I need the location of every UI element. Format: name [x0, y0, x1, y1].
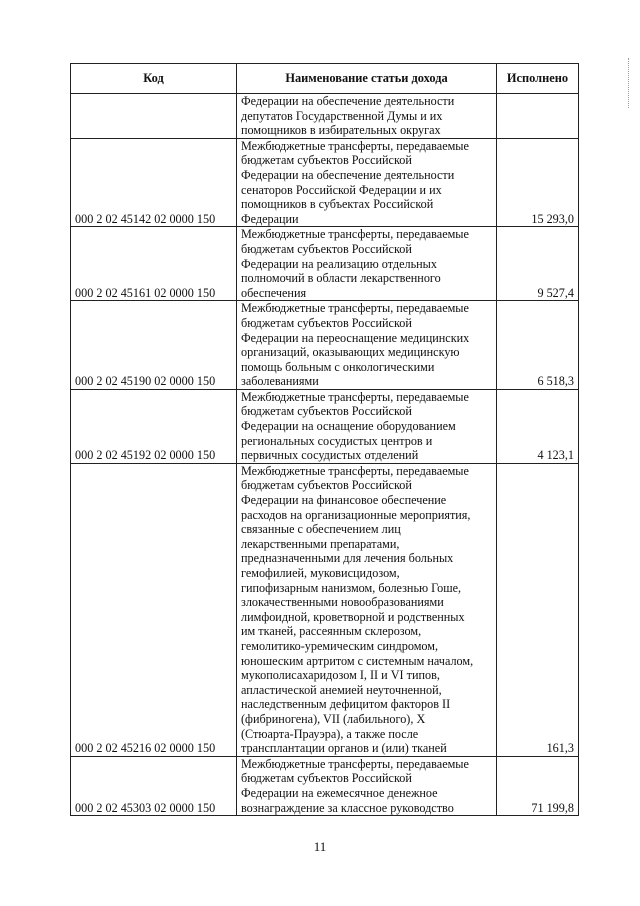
table-row [71, 94, 579, 139]
table-row [71, 463, 579, 756]
row-name: Федерации на обеспечение деятельности депутатов Государственной Думы и их помощников в избирательных округах [237, 94, 497, 139]
header-amount: Исполнено [497, 64, 579, 94]
row-name: Межбюджетные трансферты, передаваемые бюджетам субъектов Российской Федерации на обеспечение деятельности сенаторов Российской Федерации и их помощников в субъектах Российской Федерации [237, 138, 497, 227]
row-code: 000 2 02 45190 02 0000 150 [71, 301, 237, 390]
row-code: 000 2 02 45192 02 0000 150 [71, 389, 237, 463]
row-name: Межбюджетные трансферты, передаваемые бюджетам субъектов Российской Федерации на ежемесячное денежное вознаграждение за классное руководство [237, 756, 497, 815]
header-code: Код [71, 64, 237, 94]
row-amount: 71 199,8 [497, 756, 579, 815]
row-amount: 9 527,4 [497, 227, 579, 301]
revenue-table [70, 63, 579, 816]
table-row [71, 227, 579, 301]
row-amount: 6 518,3 [497, 301, 579, 390]
row-code: 000 2 02 45142 02 0000 150 [71, 138, 237, 227]
row-code: 000 2 02 45161 02 0000 150 [71, 227, 237, 301]
row-amount: 4 123,1 [497, 389, 579, 463]
row-code: 000 2 02 45303 02 0000 150 [71, 756, 237, 815]
row-name: Межбюджетные трансферты, передаваемые бюджетам субъектов Российской Федерации на переоснащение медицинских организаций, оказывающих медицинскую помощь больным с онкологическими заболеваниями [237, 301, 497, 390]
row-name: Межбюджетные трансферты, передаваемые бюджетам субъектов Российской Федерации на оснащение оборудованием региональных сосудистых центров и первичных сосудистых отделений [237, 389, 497, 463]
row-amount: 161,3 [497, 463, 579, 756]
scan-margin-mark [628, 58, 631, 108]
table-row [71, 756, 579, 815]
table-row [71, 301, 579, 390]
row-name: Межбюджетные трансферты, передаваемые бюджетам субъектов Российской Федерации на реализацию отдельных полномочий в области лекарственного обеспечения [237, 227, 497, 301]
row-code [71, 94, 237, 139]
table-header-row [71, 64, 579, 94]
table-row [71, 138, 579, 227]
row-code: 000 2 02 45216 02 0000 150 [71, 463, 237, 756]
row-name: Межбюджетные трансферты, передаваемые бюджетам субъектов Российской Федерации на финансовое обеспечение расходов на организационные мероприятия, связанные с обеспечением лиц лекарственными препаратами, предназначенными для лечения больных гемофилией, муковисцидозом, гипофизарным нанизмом, болезнью Гоше, злокачественными новообразованиями лимфоидной, кроветворной и родственных им тканей, рассеянным склерозом, гемолитико-уремическим синдромом, юношеским артритом с системным началом, мукополисахаридозом I, II и VI типов, апластической анемией неуточненной, наследственным дефицитом факторов II (фибриногена), VII (лабильного), X (Стюарта-Прауэра), а также после трансплантации органов и (или) тканей [237, 463, 497, 756]
table-row [71, 389, 579, 463]
header-name: Наименование статьи дохода [237, 64, 497, 94]
page-number: 11 [313, 839, 327, 854]
row-amount [497, 94, 579, 139]
row-amount: 15 293,0 [497, 138, 579, 227]
